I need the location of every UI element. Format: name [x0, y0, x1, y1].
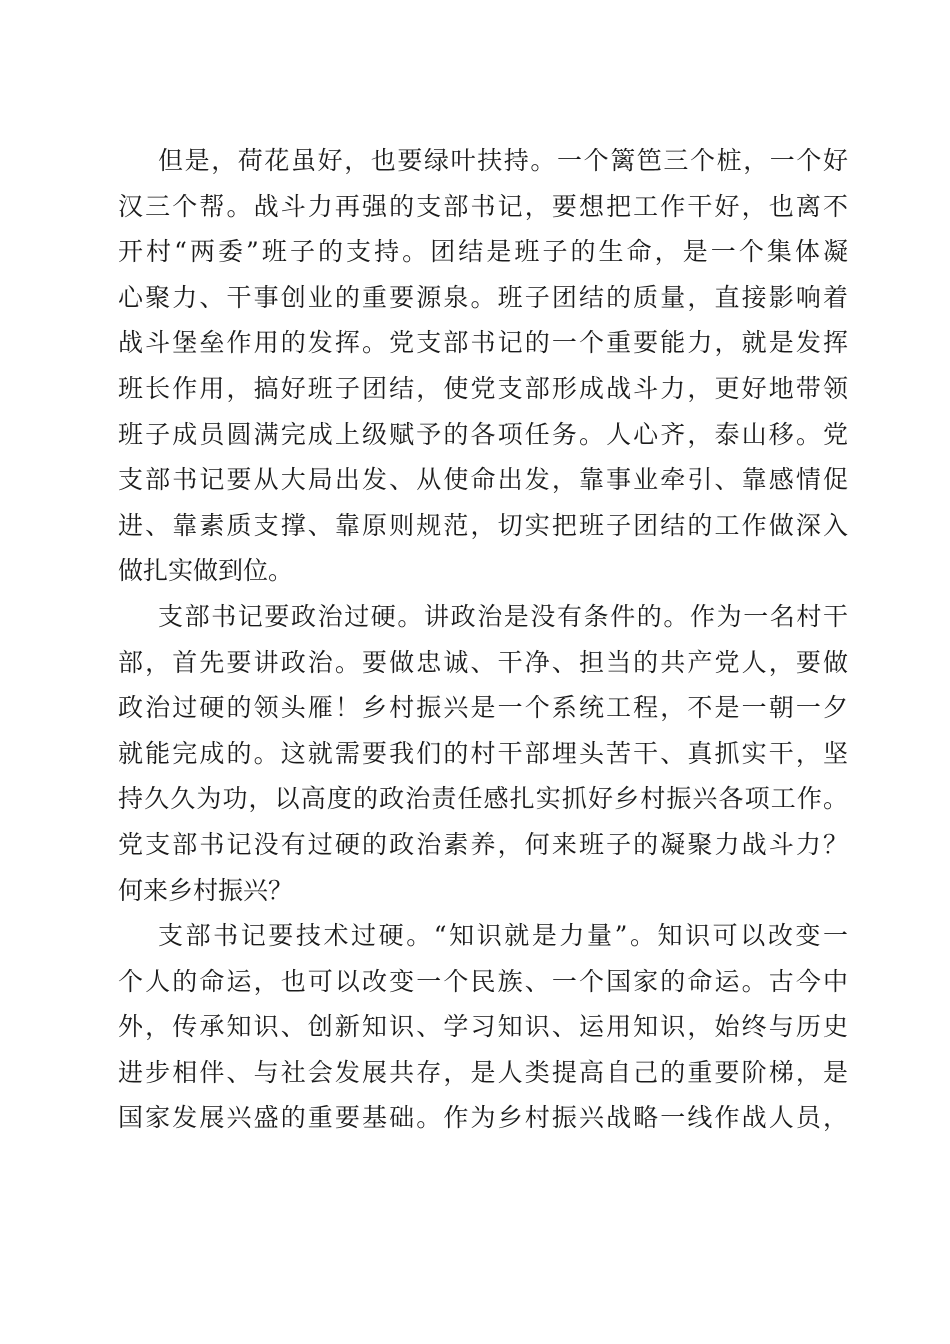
text-line: 部，首先要讲政治。要做忠诚、干净、担当的共产党人，要做 — [118, 647, 848, 677]
document-body — [118, 138, 848, 1141]
text-line: 持久久为功，以高度的政治责任感扎实抓好乡村振兴各项工作。 — [118, 784, 848, 814]
text-line: 做扎实做到位。 — [118, 556, 294, 586]
text-line: 进、靠素质支撑、靠原则规范，切实把班子团结的工作做深入 — [118, 510, 848, 540]
text-line: 但是，荷花虽好，也要绿叶扶持。一个篱笆三个桩，一个好 — [158, 146, 848, 175]
text-line: 心聚力、干事创业的重要源泉。班子团结的质量，直接影响着 — [118, 282, 848, 312]
paragraph — [118, 594, 848, 913]
text-line: 支部书记要技术过硬。“知识就是力量”。知识可以改变一 — [158, 921, 848, 951]
text-line: 外，传承知识、创新知识、学习知识、运用知识，始终与历史 — [118, 1012, 848, 1042]
text-line: 进步相伴、与社会发展共存，是人类提高自己的重要阶梯，是 — [118, 1057, 848, 1087]
text-line: 何来乡村振兴？ — [118, 875, 294, 905]
text-line: 支部书记要从大局出发、从使命出发，靠事业牵引、靠感情促 — [118, 465, 848, 495]
text-line: 汉三个帮。战斗力再强的支部书记，要想把工作干好，也离不 — [118, 191, 848, 221]
text-line: 党支部书记没有过硬的政治素养，何来班子的凝聚力战斗力？ — [118, 829, 848, 859]
text-line: 就能完成的。这就需要我们的村干部埋头苦干、真抓实干，坚 — [118, 738, 848, 768]
text-line: 开村“两委”班子的支持。团结是班子的生命，是一个集体凝 — [118, 237, 848, 267]
paragraph — [118, 913, 848, 1141]
text-line: 国家发展兴盛的重要基础。作为乡村振兴战略一线作战人员， — [118, 1103, 848, 1133]
paragraph — [118, 138, 848, 594]
text-line: 班子成员圆满完成上级赋予的各项任务。人心齐，泰山移。党 — [118, 419, 848, 449]
text-line: 支部书记要政治过硬。讲政治是没有条件的。作为一名村干 — [158, 601, 848, 631]
text-line: 战斗堡垒作用的发挥。党支部书记的一个重要能力，就是发挥 — [118, 328, 848, 358]
text-line: 班长作用，搞好班子团结，使党支部形成战斗力，更好地带领 — [118, 373, 848, 403]
text-line: 政治过硬的领头雁！乡村振兴是一个系统工程，不是一朝一夕 — [118, 693, 848, 723]
text-line: 个人的命运，也可以改变一个民族、一个国家的命运。古今中 — [118, 966, 848, 996]
